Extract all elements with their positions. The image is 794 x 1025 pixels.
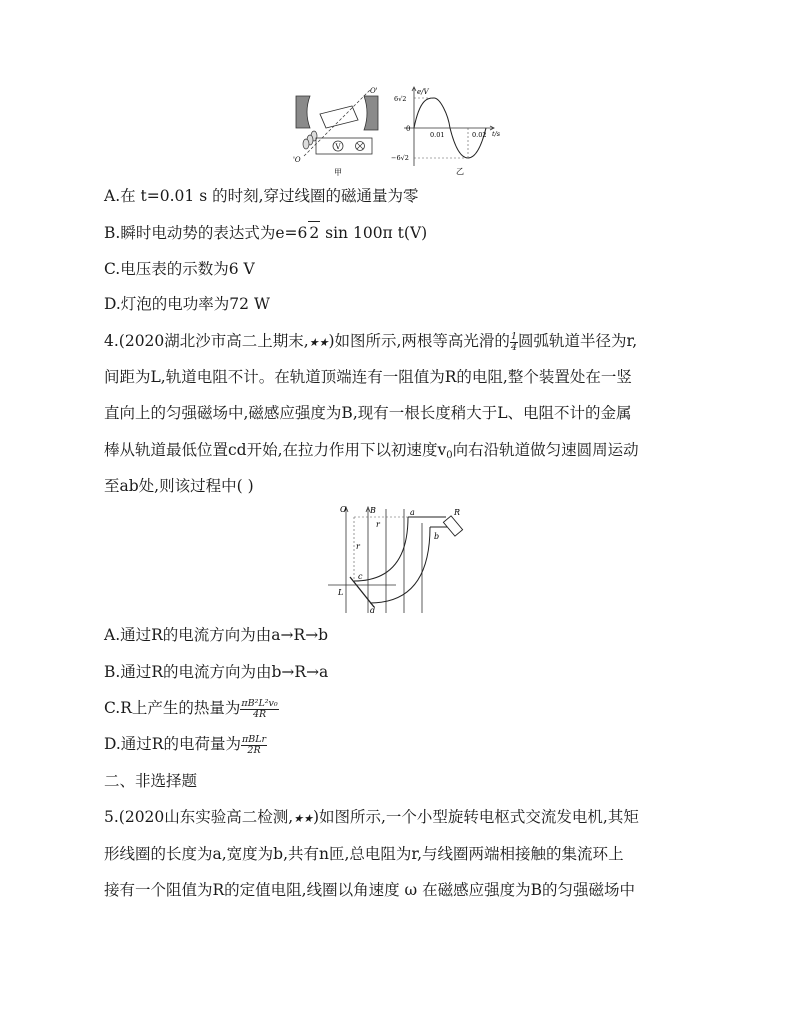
q4-line-4	[104, 439, 639, 467]
figure-caption-jia: 甲	[334, 168, 342, 177]
graph-x-tick-2: 0.02	[472, 131, 487, 139]
label-r-radius-2: r	[376, 520, 380, 529]
charge-fraction: $\frac{\text{πBLr}}{2R}$	[241, 733, 267, 756]
q5-line-2: 形线圈的长度为a,宽度为b,共有n匝,总电阻为r,与线圈两端相接触的集流环上	[104, 845, 624, 863]
q3-option-b-sqrt: 2	[308, 221, 320, 244]
q4-line-1-text: )如图所示,两根等高光滑的	[328, 332, 510, 350]
q4-option-a: A.通过R的电流方向为由a→R→b	[104, 626, 329, 644]
graph-y-label: e/V	[417, 88, 429, 96]
q4-line-4-end: 向右沿轨道做匀速圆周运动	[452, 441, 639, 459]
q4-option-d-text: D.通过R的电荷量为	[104, 735, 241, 753]
quarter-fraction: $\frac{1}{4}$	[510, 330, 517, 353]
q4-line-4-text: 棒从轨道最低位置cd开始,在拉力作用下以初速度v	[104, 441, 447, 459]
label-c: c	[358, 572, 363, 581]
label-o: O	[340, 505, 347, 514]
q5-line-3: 接有一个阻值为R的定值电阻,线圈以角速度 ω 在磁感应强度为B的匀强磁场中	[104, 881, 635, 899]
rail-figure	[326, 503, 472, 615]
q4-option-d	[104, 733, 267, 756]
q3-option-b	[104, 221, 427, 244]
coil	[320, 106, 358, 128]
section-heading: 二、非选择题	[104, 772, 198, 790]
q4-line-1	[104, 330, 637, 354]
label-a: a	[410, 508, 415, 517]
q4-line-3: 直向上的匀强磁场中,磁感应强度为B,现有一根长度稍大于L、电阻不计的金属	[104, 404, 632, 422]
q4-line-5: 至ab处,则该过程中( )	[104, 477, 254, 495]
graph-y-neg: −6√2	[391, 154, 409, 162]
label-b-point: b	[434, 532, 440, 541]
label-l: L	[338, 588, 344, 597]
graph-x-tick-1: 0.01	[430, 131, 445, 139]
graph-x-label: t/s	[492, 130, 501, 138]
generator-figure	[290, 86, 390, 178]
q4-option-c	[104, 697, 279, 720]
q5-line-1-text: )如图所示,一个小型旋转电枢式交流发电机,其矩	[312, 808, 639, 826]
rail-arc-back	[370, 527, 430, 603]
resistor-icon	[443, 516, 462, 536]
q4-option-c-text: C.R上产生的热量为	[104, 699, 241, 717]
q4-source: 4.(2020湖北沙市高二上期末,	[104, 332, 309, 350]
slip-rings	[303, 131, 317, 149]
axis-label-o: 'O	[293, 156, 301, 164]
label-r-radius-1: r	[356, 542, 360, 551]
heat-fraction: $\frac{\text{πB²L²v₀}}{4R}$	[241, 697, 278, 720]
difficulty-stars: ★★	[308, 336, 329, 349]
label-r-resistor: R	[454, 508, 461, 517]
graph-y-pos: 6√2	[394, 95, 407, 103]
field-arrows	[344, 507, 370, 512]
q3-option-b-prefix: B.瞬时电动势的表达式为e=6	[104, 224, 308, 242]
figure-caption-yi: 乙	[456, 167, 464, 176]
left-magnet-pole	[296, 96, 310, 128]
q3-option-d: D.灯泡的电功率为72 W	[104, 295, 270, 313]
voltmeter-label: V	[335, 143, 341, 151]
right-magnet-pole	[364, 96, 378, 130]
q5-line-1	[104, 806, 639, 830]
q4-line-1-end: 圆弧轨道半径为r,	[517, 332, 638, 350]
q3-option-c: C.电压表的示数为6 V	[104, 260, 255, 278]
label-b-field: B	[370, 506, 376, 515]
v0-subscript: 0	[446, 450, 453, 461]
q4-option-b: B.通过R的电流方向为由b→R→a	[104, 663, 329, 681]
label-d: d	[370, 606, 376, 615]
q5-source: 5.(2020山东实验高二检测,	[104, 808, 294, 826]
graph-origin: 0	[406, 125, 411, 133]
q3-option-a: A.在 t=0.01 s 的时刻,穿过线圈的磁通量为零	[104, 187, 419, 205]
q4-line-2: 间距为L,轨道电阻不计。在轨道顶端连有一阻值为R的电阻,整个装置处在一竖	[104, 368, 632, 386]
axis-label-o-prime: O'	[370, 87, 378, 95]
q3-option-b-suffix: sin 100π t(V)	[320, 224, 428, 242]
magnetic-field-lines	[346, 509, 422, 613]
q5-difficulty-stars: ★★	[293, 812, 313, 825]
emf-graph	[390, 84, 506, 178]
metal-rod	[350, 577, 374, 607]
